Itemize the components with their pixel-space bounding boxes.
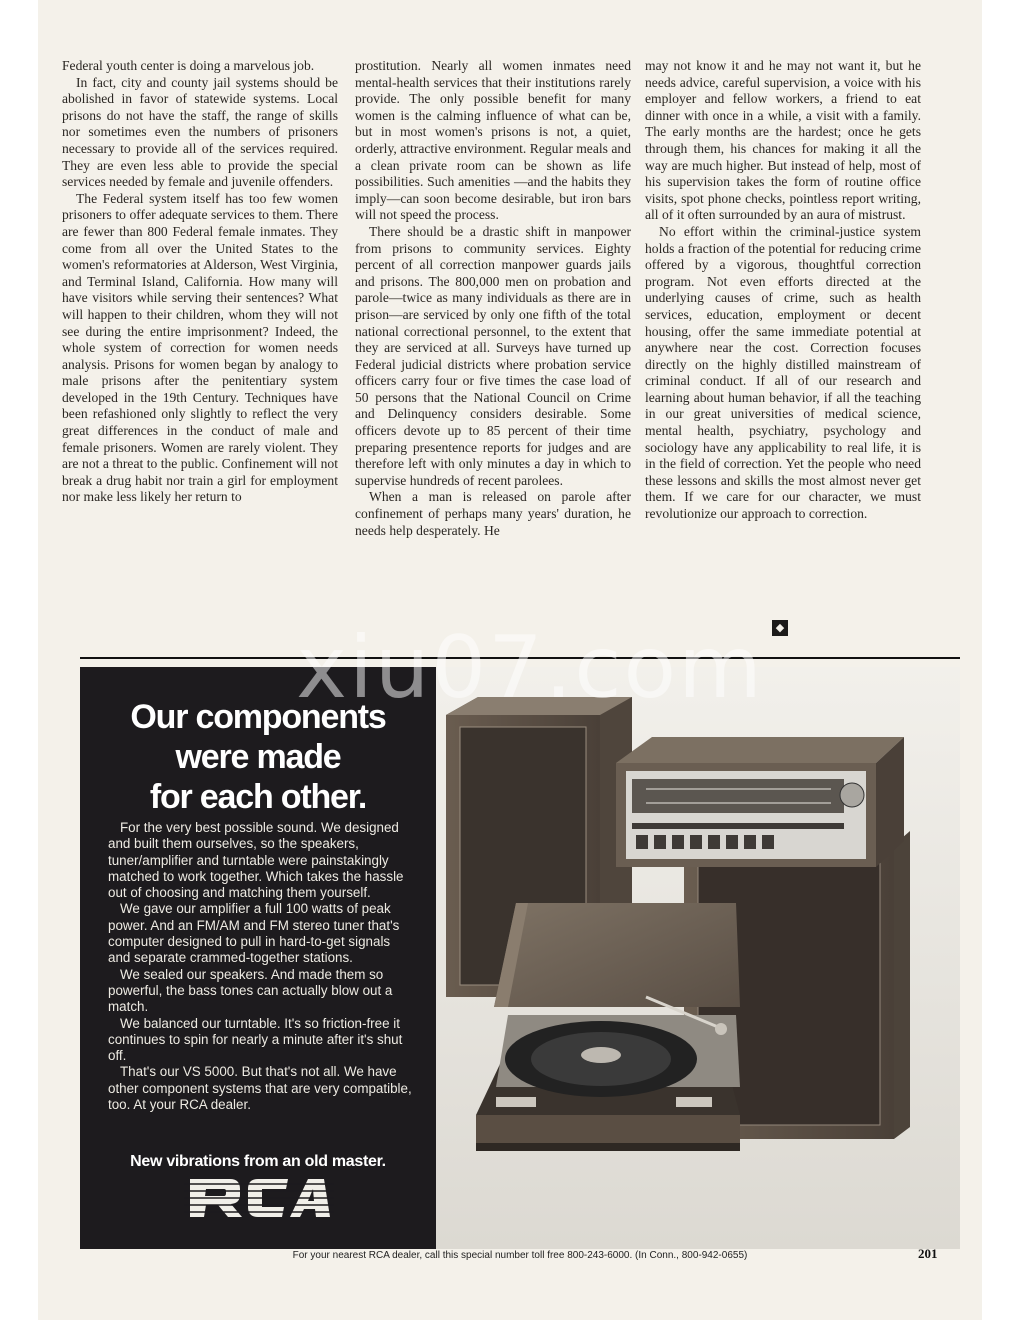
ad-paragraph: We gave our amplifier a full 100 watts of peak power. And an FM/AM and FM stereo tuner that's computer designed to pull in hard-to-get signals and separate crammed-together stations. xyxy=(108,901,400,966)
turntable xyxy=(476,903,740,1151)
divider xyxy=(80,657,960,659)
dealer-footer-note: For your nearest RCA dealer, call this special number toll free 800-243-6000. (In Conn., 800-942-0655) xyxy=(292,1250,748,1261)
article-body xyxy=(62,58,958,650)
article-column-1 xyxy=(62,58,338,650)
paragraph: The Federal system itself has too few women prisoners to offer adequate services to them. There are fewer than 800 Federal female inmates. They come from all over the United States to the women's reformatories at Alderson, West Virginia, and Terminal Island, California. How many will have visitors while serving their sentences? What will happen to their children, whom they will not see during the entire imprisonment? Indeed, the whole system of correction for women needs analysis. Prisons for women began by analogy to male prisons after the penitentiary system developed in the 19th Century. Techniques have been refashioned only slightly to reflect the very great differences in the conduct of male and female prisoners. Women are rarely violent. They are not a threat to the public. Confinement will not break a drug habit nor train a girl for employment nor make less likely her return to xyxy=(62,190,338,505)
rca-advertisement xyxy=(80,667,436,1249)
ad-paragraph: That's our VS 5000. But that's not all. We have other component systems that are very compatible, too. At your RCA dealer. xyxy=(108,1064,412,1113)
paragraph: No effort within the criminal-justice system holds a fraction of the potential for reducing crime offered by a vigorous, thoughtful correction program. Not even efforts directed at the underlying causes of crime, such as health services, education, employment or decent housing, offer the same immediate potential at anywhere near the cost. Correction focuses directly on the highly distilled mainstream of criminal conduct. If all of our research and learning about human behavior, if all the teaching in our great universities of medical science, mental health, psychiatry, psychology and sociology have any applicability to real life, it is in the field of correction. Yet the people who need these lessons and skills the most almost never get them. If we care for our character, we must revolutionize our approach to correction. xyxy=(645,223,921,522)
paragraph: When a man is released on parole after confinement of perhaps many years' duration, he needs help desperately. He xyxy=(355,489,631,538)
stereo-system-photo xyxy=(436,667,960,1249)
ad-tagline: New vibrations from an old master. xyxy=(130,1153,386,1170)
ad-paragraph: For the very best possible sound. We designed and built them ourselves, so the speakers, tuner/amplifier and turntable were painstakingly matched to work together. Which takes the hassle out of choosing and matching them yourself. xyxy=(108,820,404,901)
paragraph: In fact, city and county jail systems should be abolished in favor of statewide systems. Local prisons do not have the staff, the range of skills nor sometimes even the numbers of prisoners necessary to provide all of the services required. They are even less able to provide the special services needed by female and juvenile offenders. xyxy=(62,74,338,190)
ad-paragraph: We balanced our turntable. It's so friction-free it continues to spin for nearly a minute after it's shut off. xyxy=(108,1015,403,1064)
watermark: xiu07.com xyxy=(296,618,764,718)
ad-headline-line: Our components xyxy=(130,698,386,736)
ad-headline xyxy=(80,697,436,817)
ad-headline-line: were made xyxy=(175,738,341,776)
article-column-2 xyxy=(355,58,631,650)
paragraph: Federal youth center is doing a marvelous job. xyxy=(62,58,315,73)
page-number: 201 xyxy=(918,1246,938,1261)
rca-logo xyxy=(184,1175,334,1221)
stereo-illustration xyxy=(436,667,960,1249)
paragraph: prostitution. Nearly all women inmates need mental-health services that their institutions rarely provide. The only possible benefit for many women is the calming influence of what can be, but in most women's prisons is not, a quiet, orderly, attractive environment. Regular meals and a clean private room can be shown as life possibilities. Such amenities —and the habits they imply—can soon become desirable, but iron bars will not speed the process. xyxy=(355,58,631,223)
ad-paragraph: We sealed our speakers. And made them so powerful, the bass tones can actually blow out a match. xyxy=(108,966,393,1015)
article-column-3 xyxy=(645,58,921,650)
paragraph: may not know it and he may not want it, but he needs advice, careful supervision, a voice with his employer and fellow workers, a friend to eat dinner with once in a while, a visit with a family. The early months are the hardest; once he gets through them, his chances for making it all the way are much higher. But instead of help, most of his supervision takes the form of routine office visits, spot phone checks, pointless report writing, all of it often surrounded by an aura of mistrust. xyxy=(645,58,921,223)
rabbit-head-icon: ◆ xyxy=(772,620,788,636)
receiver xyxy=(616,737,904,867)
paragraph: There should be a drastic shift in manpower from prisons to community services. Eighty percent of all correction manpower guards jails and prisons. The 800,000 men on probation and parole—twice as many individuals as there are in prison—are serviced by only one fifth of the total national correctional personnel, to the extent that they are serviced at all. Surveys have turned up Federal judicial districts where probation service officers carry four or five times the case load of 50 persons that the National Council on Crime and Delinquency considers desirable. Some officers devote up to 85 percent of their time preparing presentence reports for judges and are therefore left with only minutes a day in which to supervise hundreds of recent parolees. xyxy=(355,223,631,488)
ad-headline-line: for each other. xyxy=(149,778,367,816)
ad-body-copy xyxy=(108,820,414,1113)
